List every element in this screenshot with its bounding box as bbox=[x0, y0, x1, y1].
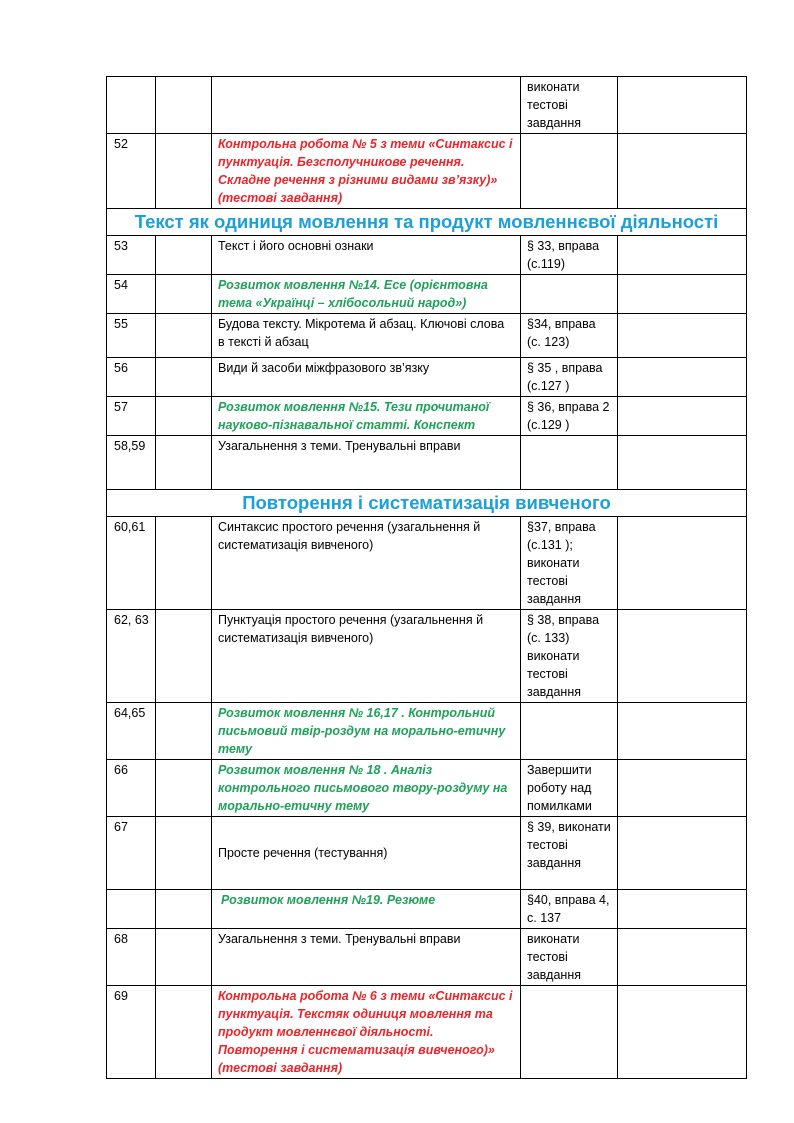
lesson-topic: Узагальнення з теми. Тренувальні вправи bbox=[212, 436, 521, 490]
lesson-number: 56 bbox=[107, 358, 156, 397]
lesson-note bbox=[618, 703, 747, 760]
lesson-date bbox=[156, 397, 212, 436]
lesson-homework: §37, вправа (с.131 ); виконати тестові завдання bbox=[521, 517, 618, 610]
lesson-homework: виконати тестові завдання bbox=[521, 77, 618, 134]
lesson-note bbox=[618, 358, 747, 397]
lesson-note bbox=[618, 610, 747, 703]
lesson-topic-speech-development: Розвиток мовлення №14. Есе (орієнтовна тема «Українці – хлібосольний народ») bbox=[212, 275, 521, 314]
lesson-number: 60,61 bbox=[107, 517, 156, 610]
lesson-date bbox=[156, 314, 212, 358]
table-row bbox=[107, 760, 747, 817]
table-row bbox=[107, 703, 747, 760]
lesson-number: 52 bbox=[107, 134, 156, 209]
lesson-note bbox=[618, 314, 747, 358]
lesson-note bbox=[618, 517, 747, 610]
lesson-date bbox=[156, 703, 212, 760]
lesson-topic: Текст і його основні ознаки bbox=[212, 236, 521, 275]
lesson-homework: § 35 , вправа (с.127 ) bbox=[521, 358, 618, 397]
lesson-note bbox=[618, 275, 747, 314]
lesson-number bbox=[107, 77, 156, 134]
lesson-homework: § 36, вправа 2 (с.129 ) bbox=[521, 397, 618, 436]
lesson-number: 66 bbox=[107, 760, 156, 817]
lesson-topic: Узагальнення з теми. Тренувальні вправи bbox=[212, 929, 521, 986]
lesson-topic-speech-development: Розвиток мовлення № 18 . Аналіз контрольного письмового твору-роздуму на морально-етичну тему bbox=[212, 760, 521, 817]
lesson-date bbox=[156, 817, 212, 890]
lesson-homework: виконати тестові завдання bbox=[521, 929, 618, 986]
lesson-date bbox=[156, 275, 212, 314]
lesson-topic-control-work: Контрольна робота № 5 з теми «Синтаксис і пунктуація. Безсполучникове речення. Складне речення з різними видами зв’язку)» (тестові завдання) bbox=[212, 134, 521, 209]
lesson-topic: Види й засоби міжфразового зв’язку bbox=[212, 358, 521, 397]
lesson-note bbox=[618, 890, 747, 929]
lesson-note bbox=[618, 436, 747, 490]
table-row bbox=[107, 314, 747, 358]
lesson-date bbox=[156, 610, 212, 703]
section-heading-row bbox=[107, 490, 747, 517]
lesson-number: 62, 63 bbox=[107, 610, 156, 703]
table-row bbox=[107, 397, 747, 436]
lesson-number: 67 bbox=[107, 817, 156, 890]
lesson-note bbox=[618, 817, 747, 890]
lesson-topic-speech-development: Розвиток мовлення №19. Резюме bbox=[212, 890, 521, 929]
lesson-date bbox=[156, 134, 212, 209]
lesson-homework bbox=[521, 275, 618, 314]
lesson-number: 58,59 bbox=[107, 436, 156, 490]
lesson-topic-speech-development: Розвиток мовлення № 16,17 . Контрольний письмовий твір-роздум на морально-етичну тему bbox=[212, 703, 521, 760]
section-heading-row bbox=[107, 209, 747, 236]
lesson-note bbox=[618, 236, 747, 275]
lesson-date bbox=[156, 929, 212, 986]
lesson-homework: § 39, виконати тестові завдання bbox=[521, 817, 618, 890]
lesson-date bbox=[156, 77, 212, 134]
lesson-topic: Синтаксис простого речення (узагальнення й систематизація вивченого) bbox=[212, 517, 521, 610]
lesson-note bbox=[618, 77, 747, 134]
lesson-homework bbox=[521, 703, 618, 760]
table-row bbox=[107, 77, 747, 134]
lesson-date bbox=[156, 986, 212, 1079]
lesson-plan-table bbox=[106, 76, 747, 1079]
lesson-date bbox=[156, 760, 212, 817]
lesson-number: 54 bbox=[107, 275, 156, 314]
lesson-homework bbox=[521, 986, 618, 1079]
lesson-number: 68 bbox=[107, 929, 156, 986]
lesson-topic-speech-development: Розвиток мовлення №15. Тези прочитаної науково-пізнавальної статті. Конспект bbox=[212, 397, 521, 436]
lesson-date bbox=[156, 358, 212, 397]
lesson-homework: §34, вправа (с. 123) bbox=[521, 314, 618, 358]
lesson-topic: Будова тексту. Мікротема й абзац. Ключові слова в тексті й абзац bbox=[212, 314, 521, 358]
lesson-note bbox=[618, 986, 747, 1079]
lesson-number: 69 bbox=[107, 986, 156, 1079]
table-row bbox=[107, 236, 747, 275]
table-row bbox=[107, 517, 747, 610]
lesson-number: 53 bbox=[107, 236, 156, 275]
lesson-homework: § 38, вправа (с. 133) виконати тестові завдання bbox=[521, 610, 618, 703]
lesson-homework: § 33, вправа (с.119) bbox=[521, 236, 618, 275]
lesson-topic: Просте речення (тестування) bbox=[212, 817, 521, 890]
lesson-note bbox=[618, 929, 747, 986]
lesson-homework: §40, вправа 4, с. 137 bbox=[521, 890, 618, 929]
table-row bbox=[107, 929, 747, 986]
table-row bbox=[107, 610, 747, 703]
lesson-number: 57 bbox=[107, 397, 156, 436]
lesson-number bbox=[107, 890, 156, 929]
lesson-date bbox=[156, 890, 212, 929]
lesson-homework bbox=[521, 436, 618, 490]
table-row bbox=[107, 986, 747, 1079]
section-heading: Текст як одиниця мовлення та продукт мовленнєвої діяльності bbox=[107, 209, 747, 236]
lesson-homework: Завершити роботу над помилками bbox=[521, 760, 618, 817]
lesson-topic-control-work: Контрольна робота № 6 з теми «Синтаксис і пунктуація. Текстяк одиниця мовлення та продукт мовленнєвої діяльності. Повторення і систематизація вивченого)» (тестові завдання) bbox=[212, 986, 521, 1079]
lesson-note bbox=[618, 134, 747, 209]
table-row bbox=[107, 275, 747, 314]
lesson-date bbox=[156, 517, 212, 610]
lesson-date bbox=[156, 236, 212, 275]
table-row bbox=[107, 134, 747, 209]
lesson-date bbox=[156, 436, 212, 490]
table-row bbox=[107, 890, 747, 929]
lesson-topic: Пунктуація простого речення (узагальнення й систематизація вивченого) bbox=[212, 610, 521, 703]
section-heading: Повторення і систематизація вивченого bbox=[107, 490, 747, 517]
lesson-note bbox=[618, 397, 747, 436]
lesson-topic bbox=[212, 77, 521, 134]
lesson-number: 55 bbox=[107, 314, 156, 358]
lesson-note bbox=[618, 760, 747, 817]
lesson-number: 64,65 bbox=[107, 703, 156, 760]
table-row bbox=[107, 436, 747, 490]
table-row bbox=[107, 817, 747, 890]
lesson-homework bbox=[521, 134, 618, 209]
table-row bbox=[107, 358, 747, 397]
